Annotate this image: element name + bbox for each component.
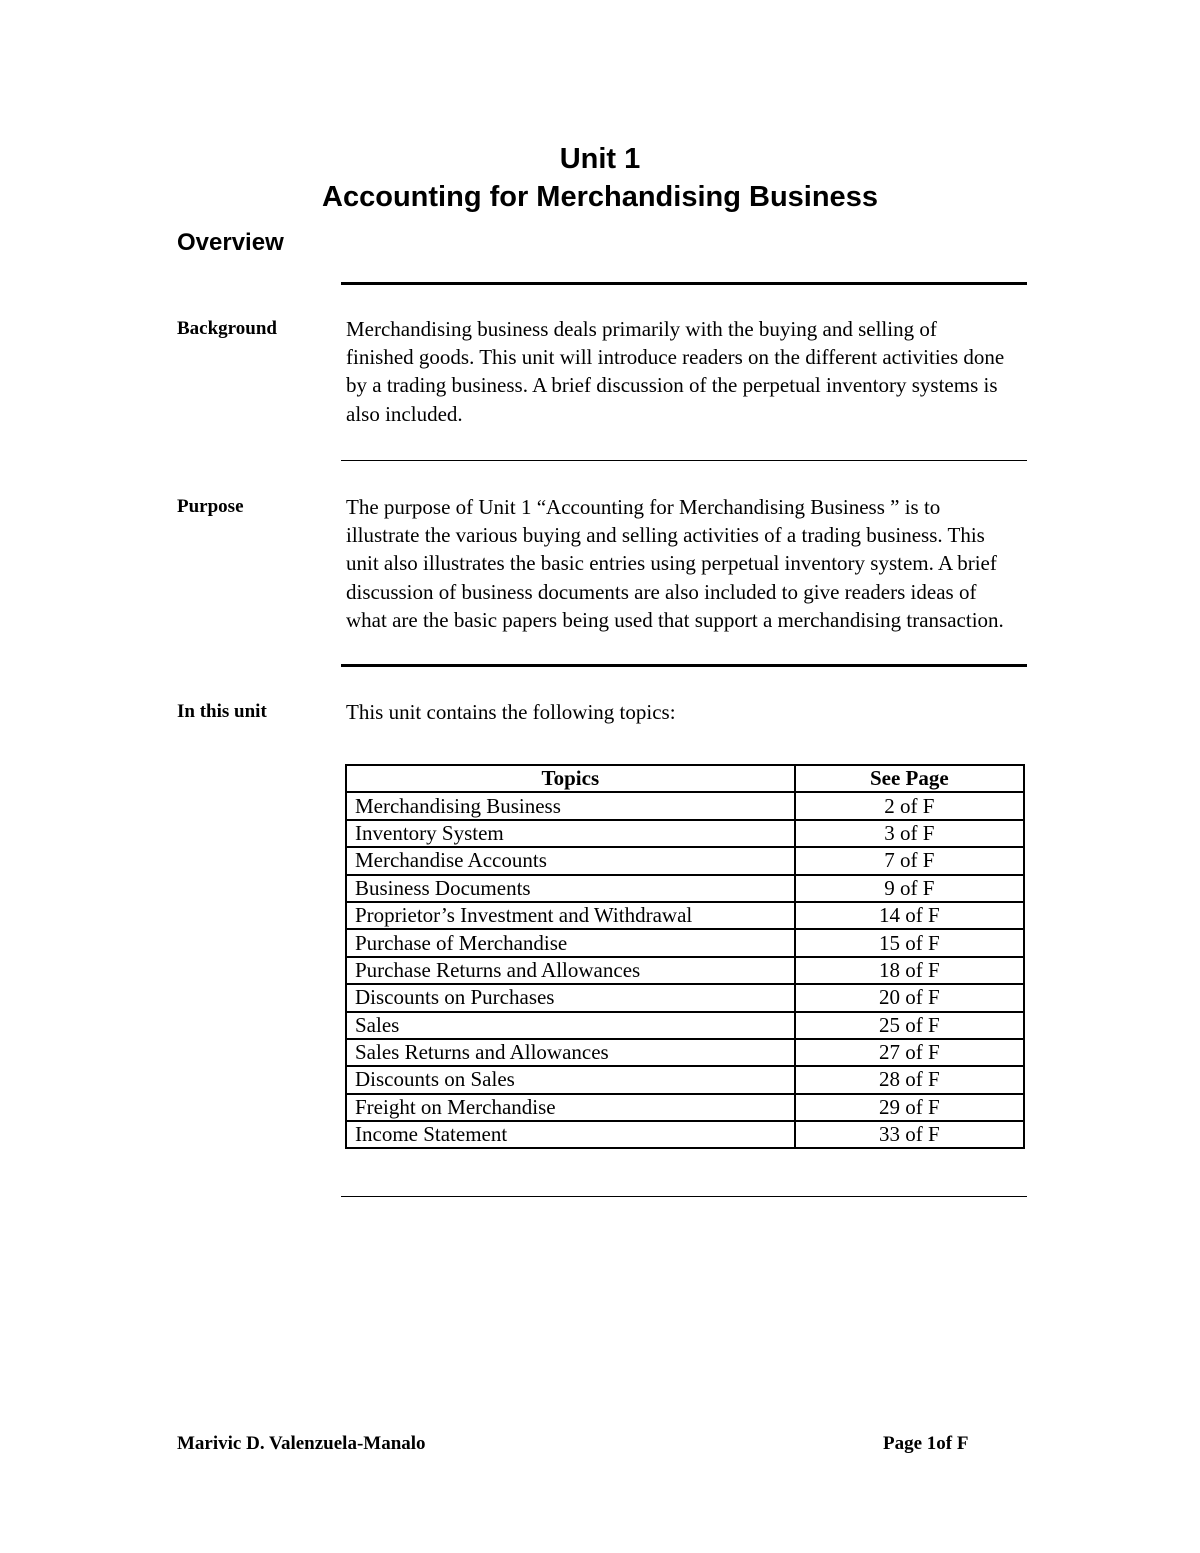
table-row <box>346 875 1024 902</box>
table-header-row <box>346 765 1024 792</box>
page-cell: 28 of F <box>795 1066 1024 1093</box>
table-row <box>346 957 1024 984</box>
page-cell: 9 of F <box>795 875 1024 902</box>
page-cell: 7 of F <box>795 847 1024 874</box>
divider-rule <box>341 1196 1027 1197</box>
topic-cell: Business Documents <box>346 875 795 902</box>
topic-cell: Merchandising Business <box>346 792 795 819</box>
section-heading-overview: Overview <box>177 229 284 256</box>
divider-rule <box>341 282 1027 285</box>
document-title-block <box>0 140 1200 216</box>
table-row <box>346 1039 1024 1066</box>
table-row <box>346 902 1024 929</box>
topics-table <box>345 764 1025 1149</box>
divider-rule <box>341 460 1027 461</box>
topic-cell: Inventory System <box>346 820 795 847</box>
topic-cell: Proprietor’s Investment and Withdrawal <box>346 902 795 929</box>
footer-author: Marivic D. Valenzuela-Manalo <box>177 1433 426 1454</box>
page-cell: 33 of F <box>795 1121 1024 1148</box>
text-line: illustrate the various buying and selling activities of a trading business. This <box>346 523 985 548</box>
unit-number: Unit 1 <box>559 143 641 175</box>
in-this-unit-intro: This unit contains the following topics: <box>346 700 676 724</box>
page-cell: 27 of F <box>795 1039 1024 1066</box>
text-line: The purpose of Unit 1 “Accounting for Merchandising Business ” is to <box>346 495 941 519</box>
topic-cell: Income Statement <box>346 1121 795 1148</box>
table-row <box>346 1012 1024 1039</box>
text-line: Merchandising business deals primarily with the buying and selling of <box>346 317 937 341</box>
topic-cell: Merchandise Accounts <box>346 847 795 874</box>
label-in-this-unit: In this unit <box>177 701 267 722</box>
text-line: finished goods. This unit will introduce readers on the different activities done <box>346 345 1005 370</box>
page-cell: 18 of F <box>795 957 1024 984</box>
text-line: discussion of business documents are also included to give readers ideas of <box>346 579 977 604</box>
text-line: what are the basic papers being used that support a merchandising transaction. <box>346 607 1004 632</box>
topic-cell: Freight on Merchandise <box>346 1094 795 1121</box>
page-cell: 29 of F <box>795 1094 1024 1121</box>
divider-rule <box>341 664 1027 667</box>
footer-page-number: Page 1of F <box>883 1433 969 1454</box>
page-cell: 14 of F <box>795 902 1024 929</box>
label-background: Background <box>177 318 277 339</box>
unit-title: Accounting for Merchandising Business <box>322 181 878 213</box>
table-row <box>346 1121 1024 1148</box>
table-row <box>346 1094 1024 1121</box>
topic-cell: Purchase Returns and Allowances <box>346 957 795 984</box>
topic-cell: Purchase of Merchandise <box>346 929 795 956</box>
page-cell: 2 of F <box>795 792 1024 819</box>
page-cell: 15 of F <box>795 929 1024 956</box>
column-header-topics: Topics <box>346 765 795 792</box>
table-row <box>346 984 1024 1011</box>
table-row <box>346 820 1024 847</box>
table-row <box>346 1066 1024 1093</box>
topic-cell: Discounts on Sales <box>346 1066 795 1093</box>
text-line: by a trading business. A brief discussion of the perpetual inventory systems is <box>346 373 998 398</box>
page-cell: 20 of F <box>795 984 1024 1011</box>
topic-cell: Discounts on Purchases <box>346 984 795 1011</box>
background-paragraph <box>346 315 1096 428</box>
table-row <box>346 792 1024 819</box>
text-line: also included. <box>346 401 463 426</box>
label-purpose: Purpose <box>177 496 244 517</box>
purpose-paragraph <box>346 493 1096 634</box>
page-cell: 25 of F <box>795 1012 1024 1039</box>
topic-cell: Sales Returns and Allowances <box>346 1039 795 1066</box>
page-cell: 3 of F <box>795 820 1024 847</box>
text-line: unit also illustrates the basic entries using perpetual inventory system. A brief <box>346 551 997 576</box>
table-row <box>346 929 1024 956</box>
topic-cell: Sales <box>346 1012 795 1039</box>
column-header-see-page: See Page <box>795 765 1024 792</box>
table-row <box>346 847 1024 874</box>
